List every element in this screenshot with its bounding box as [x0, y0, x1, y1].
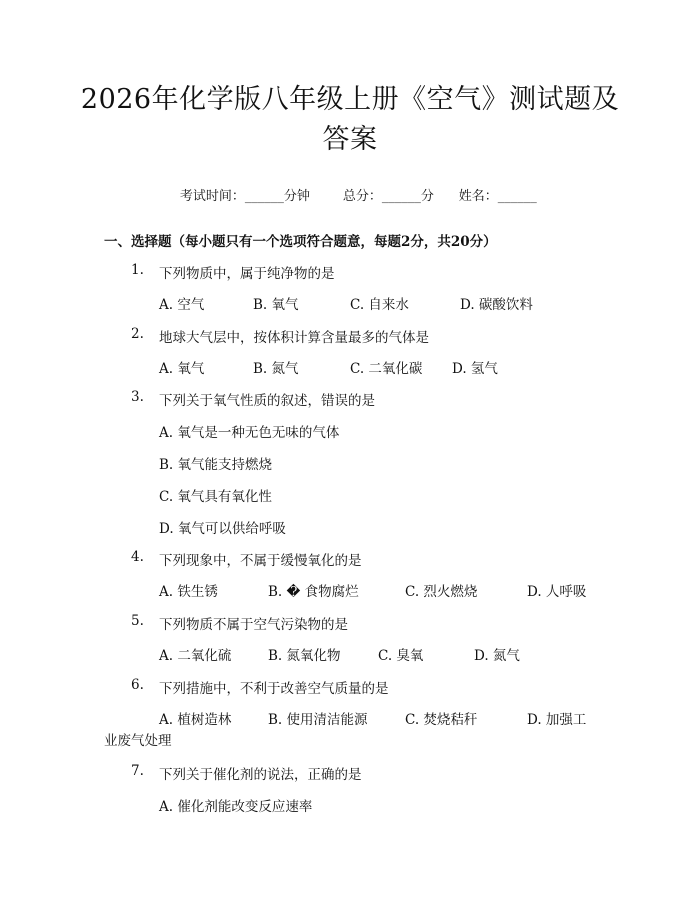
question-number: 3. [131, 389, 144, 405]
q5-option-b: B. 氮氧化物 [268, 648, 341, 664]
q2-option-a: A. 氧气 [159, 361, 205, 377]
q3-option-c: C. 氧气具有氧化性 [159, 489, 272, 505]
q3-option-b: B. 氧气能支持燃烧 [159, 457, 273, 473]
exam-meta [0, 170, 700, 219]
question-number: 5. [131, 613, 144, 629]
q7-option-a: A. 催化剂能改变反应速率 [159, 799, 313, 815]
q6-option-a: A. 植树造林 [159, 712, 232, 728]
q2-option-b: B. 氮气 [253, 361, 299, 377]
q2-option-c: C. 二氧化碳 [350, 361, 423, 377]
q4-option-c: C. 烈火燃烧 [405, 584, 478, 600]
question-text: 地球大气层中，按体积计算含量最多的气体是 [159, 330, 429, 346]
q5-option-a: A. 二氧化硫 [159, 648, 232, 664]
q6-option-d-continuation: 业废气处理 [104, 733, 172, 749]
question-number: 4. [131, 549, 144, 565]
q6-option-d: D. 加强工 [527, 712, 587, 728]
q5-option-d: D. 氮气 [474, 648, 520, 664]
question-text: 下列关于催化剂的说法，正确的是 [159, 767, 362, 783]
question-text: 下列措施中，不利于改善空气质量的是 [159, 681, 389, 697]
q5-option-c: C. 臭氧 [378, 648, 424, 664]
q6-option-c: C. 焚烧秸秆 [405, 712, 478, 728]
q1-option-d: D. 碳酸饮料 [460, 297, 533, 313]
q4-option-b: B. � 食物腐烂 [268, 584, 359, 600]
student-name-field: 姓名：______ [458, 189, 537, 204]
total-score-field: 总分：______分 [342, 189, 434, 204]
document-title [60, 80, 640, 160]
question-number: 6. [131, 677, 144, 693]
q4-option-d: D. 人呼吸 [527, 584, 587, 600]
q3-option-d: D. 氧气可以供给呼吸 [159, 521, 286, 537]
question-text: 下列物质中，属于纯净物的是 [159, 266, 335, 282]
title-line-2: 答案 [322, 124, 378, 155]
q4-option-a: A. 铁生锈 [159, 584, 218, 600]
q1-option-a: A. 空气 [159, 297, 205, 313]
q3-option-a: A. 氧气是一种无色无味的气体 [159, 425, 340, 441]
question-number: 7. [131, 763, 144, 779]
exam-time-field: 考试时间：______分钟 [179, 189, 310, 204]
q2-option-d: D. 氢气 [452, 361, 498, 377]
q1-option-b: B. 氧气 [253, 297, 299, 313]
section-heading-choice: 一、选择题（每小题只有一个选项符合题意，每题2分，共20分） [104, 234, 497, 250]
question-text: 下列现象中，不属于缓慢氧化的是 [159, 553, 362, 569]
title-line-1: 2026年化学版八年级上册《空气》测试题及 [80, 84, 620, 115]
q1-option-c: C. 自来水 [350, 297, 409, 313]
question-text: 下列物质不属于空气污染物的是 [159, 617, 348, 633]
question-number: 1. [131, 262, 144, 278]
question-number: 2. [131, 326, 144, 342]
q6-option-b: B. 使用清洁能源 [268, 712, 368, 728]
question-text: 下列关于氧气性质的叙述，错误的是 [159, 393, 375, 409]
